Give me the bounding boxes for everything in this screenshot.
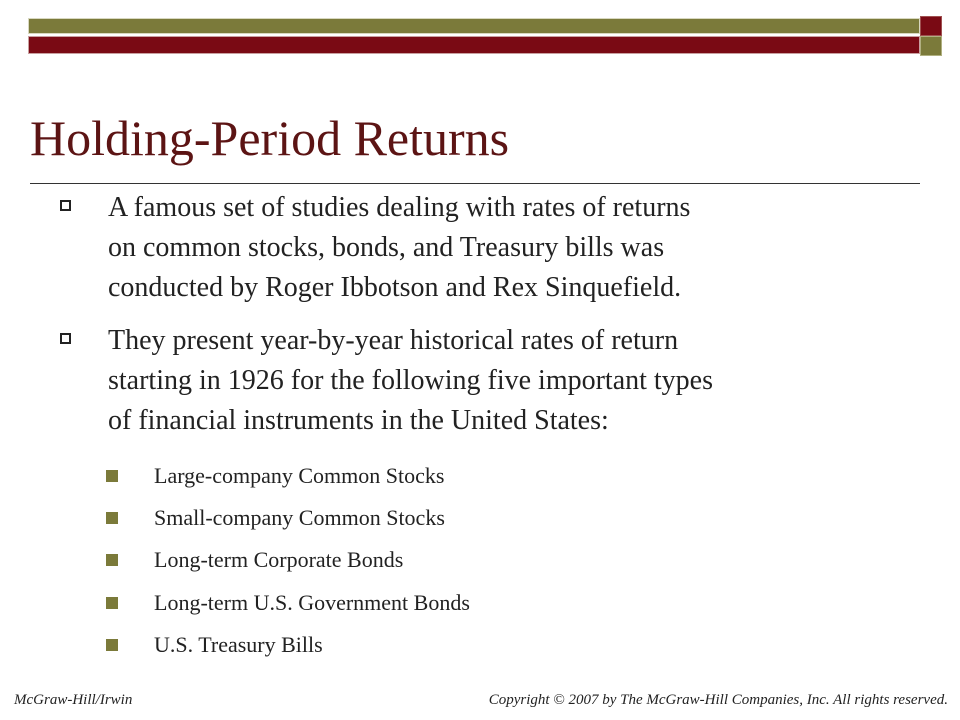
sub-bullet-text: Large-company Common Stocks (154, 463, 445, 488)
bullet-text: They present year-by-year historical rates of return starting in 1926 for the following five important types of financial instruments in the United States: (108, 325, 714, 436)
filled-square-bullet-icon (106, 639, 118, 651)
filled-square-bullet-icon (106, 512, 118, 524)
filled-square-bullet-icon (106, 470, 118, 482)
hollow-square-bullet-icon (60, 333, 71, 344)
footer-copyright: Copyright © 2007 by The McGraw-Hill Companies, Inc. All rights reserved. (488, 692, 948, 708)
bullet-text: A famous set of studies dealing with rates of returns on common stocks, bonds, and Treasury bills was conducted by Roger Ibbotson and Rex Sinquefield. (108, 192, 691, 303)
top-bar-olive (28, 18, 920, 34)
sub-bullet-text: Long-term U.S. Government Bonds (154, 590, 470, 615)
bullet-item (60, 188, 900, 313)
slide-title: Holding-Period Returns (30, 110, 510, 166)
filled-square-bullet-icon (106, 554, 118, 566)
sub-bullet-text: Small-company Common Stocks (154, 505, 445, 530)
corner-square-olive (920, 36, 942, 56)
top-bar-maroon (28, 36, 920, 54)
filled-square-bullet-icon (106, 597, 118, 609)
sub-bullet-text: U.S. Treasury Bills (154, 632, 323, 657)
title-divider (30, 183, 920, 184)
hollow-square-bullet-icon (60, 200, 71, 211)
sub-bullet-text: Long-term Corporate Bonds (154, 547, 404, 572)
corner-square-maroon (920, 16, 942, 36)
bullet-item (60, 321, 900, 446)
footer-publisher: McGraw-Hill/Irwin (14, 692, 133, 708)
